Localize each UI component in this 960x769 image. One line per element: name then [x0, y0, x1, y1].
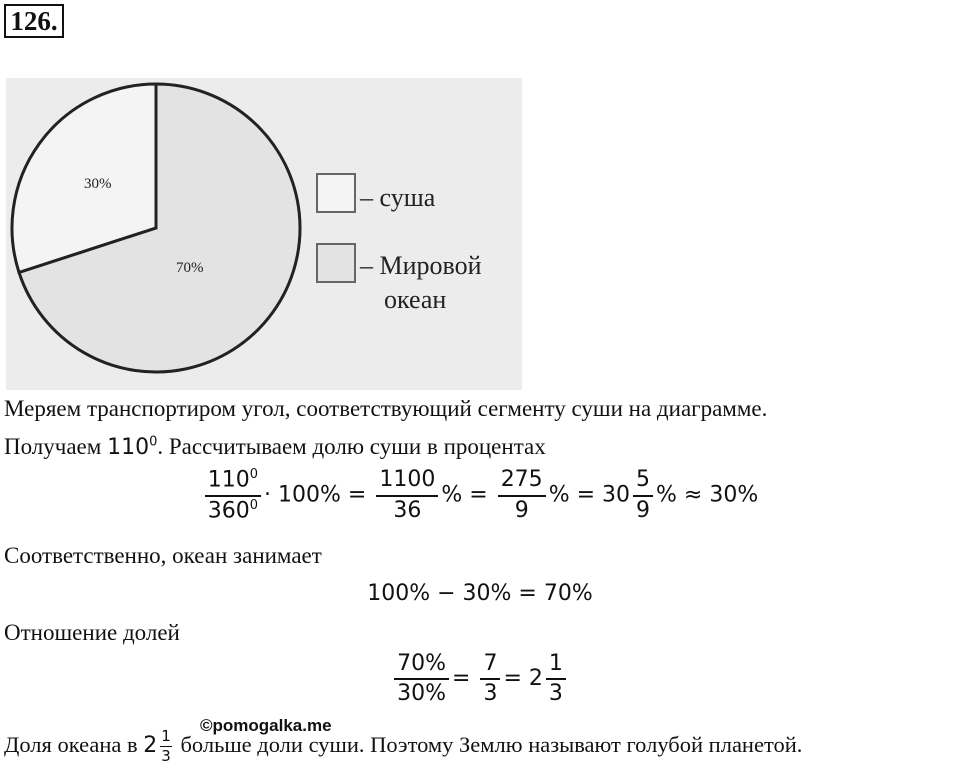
frac-den: 3: [161, 746, 171, 765]
fraction-70-30: [394, 652, 449, 706]
formula-text: =: [452, 666, 471, 692]
frac-den: 3: [548, 681, 563, 707]
text-line-1: Меряем транспортиром угол, соответствующий сегменту суши на диаграмме.: [4, 396, 768, 421]
fraction-275-9: [498, 468, 546, 522]
pie-chart: [6, 78, 522, 390]
formula-ratio: [0, 652, 960, 706]
frac-num: 5: [633, 468, 653, 496]
formula-text: · 100% =: [264, 482, 367, 508]
formula-text: % ≈ 30%: [656, 482, 759, 508]
formula-text: = 2: [503, 666, 543, 692]
legend-label-land: – суша: [360, 183, 436, 212]
text-line-3: Соответственно, океан занимает: [4, 543, 322, 568]
fraction-1-3-inline: [160, 728, 172, 764]
pie-chart-figure: [6, 78, 522, 390]
text-line-4: Отношение долей: [4, 620, 180, 645]
mixed-number: [143, 727, 175, 765]
frac-num: 1: [161, 727, 171, 745]
frac-den: 3: [483, 681, 498, 707]
legend-swatch-land: [317, 174, 355, 212]
slice-label-ocean: 70%: [176, 260, 204, 276]
fraction-5-9: [633, 468, 653, 522]
frac-num: 1: [546, 652, 566, 680]
legend-swatch-ocean: [317, 244, 355, 282]
frac-den: 9: [514, 497, 529, 523]
frac-den: 30%: [397, 681, 447, 707]
frac-den: 36: [393, 497, 422, 523]
formula-land-share: [0, 468, 960, 523]
frac-num: 110: [207, 467, 250, 493]
task-number: 126.: [4, 4, 64, 38]
formula-text: % = 30: [548, 482, 631, 508]
watermark: ©pomogalka.me: [200, 716, 332, 735]
frac-num: 275: [498, 468, 546, 496]
text-line-5: [4, 728, 802, 764]
formula-ocean-share: 100% − 30% = 70%: [367, 581, 593, 606]
fraction-1-3: [546, 652, 566, 706]
formula-text: % =: [441, 482, 488, 508]
mixed-whole: 2: [143, 733, 158, 758]
frac-den: 360: [207, 497, 250, 523]
frac-num: 7: [480, 652, 500, 680]
text-line-2: [4, 434, 546, 460]
legend-label-ocean: – Мировой: [360, 251, 482, 280]
fraction-angle: [205, 468, 261, 523]
fraction-1100-36: [376, 468, 438, 522]
text-line-5-suffix: больше доли суши. Поэтому Землю называют голубой планетой.: [174, 732, 803, 757]
slice-label-land: 30%: [84, 176, 112, 192]
frac-den-sup: 0: [249, 497, 259, 513]
angle-degree: 0: [149, 434, 158, 450]
text-line-5-prefix: Доля океана в: [4, 732, 144, 757]
frac-den: 9: [636, 497, 651, 523]
angle-value: [107, 435, 157, 460]
fraction-7-3: [480, 652, 500, 706]
text-line-2-suffix: . Рассчитываем долю суши в процентах: [157, 434, 546, 459]
frac-num-sup: 0: [249, 467, 259, 482]
angle-number: 110: [107, 435, 150, 460]
frac-num: 70%: [394, 652, 449, 680]
frac-num: 1100: [376, 468, 438, 496]
text-line-2-prefix: Получаем: [4, 434, 108, 459]
legend-label-ocean-line2: океан: [384, 285, 447, 314]
